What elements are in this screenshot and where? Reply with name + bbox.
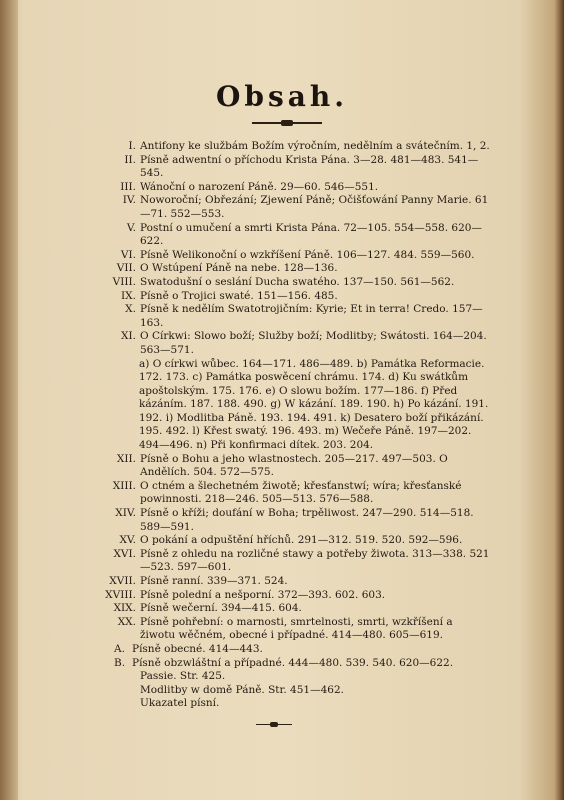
toc-entry: X. Písně k nedělím Swatotrojičním: Kyrie; Et in terra! Credo. 157—163.: [125, 303, 483, 329]
toc-entry: XVIII. Písně polední a nešporní. 372—393. 602. 603.: [105, 588, 386, 601]
toc-entry: IX. Písně o Trojici swaté. 151—156. 485.: [121, 289, 338, 302]
toc-entry: XI. O Církwi: Slowo boží; Služby boží; Modlitby; Swátosti. 164—204. 563—571.: [121, 330, 487, 356]
toc-entry: XX. Písně pohřební: o marnosti, smrtelnosti, smrti, wzkříšení a žiwotu wěčném, obecné i případné. 414—480. 605—619.: [117, 615, 453, 642]
page-title: Obsah.: [216, 80, 348, 113]
book-spine: [0, 0, 18, 800]
toc-subentry: A. Písně obecné. 414—443.: [114, 642, 263, 655]
toc-entry: XII. Písně o Bohu a jeho wlastnostech. 205—217. 497—503. O Andělích. 504. 572—575.: [116, 452, 448, 479]
toc-entry: XV. O pokání a odpuštění hříchů. 291—312. 519. 520. 592—596.: [119, 534, 463, 547]
toc-entry: XIII. O ctném a šlechetném žiwotě; křesťanstwí; wíra; křesťanské powinnosti. 218—246. 505—513. 576—588.: [112, 479, 462, 506]
toc-tail-modlitby: Modlitby w domě Páně. Str. 451—462.: [140, 683, 344, 696]
toc-tail-ukazatel: Ukazatel písní.: [140, 697, 220, 710]
title-ornament: [281, 120, 293, 126]
toc-entry: III. Wánoční o narození Páně. 29—60. 546—551.: [120, 180, 379, 193]
toc-entry: II. Písně adwentní o příchodu Krista Pána. 3—28. 481—483. 541—545.: [124, 153, 479, 180]
toc-entry: XVI. Písně z ohledu na rozličné stawy a potřeby žiwota. 313—338. 521—523. 597—601.: [113, 547, 490, 574]
toc-entry: I. Antifony ke službám Božím výročním, nedělním a svátečním. 1, 2.: [128, 140, 490, 152]
toc-entry: VII. O Wstúpení Páně na nebe. 128—136.: [116, 262, 338, 275]
toc-entry: VIII. Swatodušní o seslání Ducha swatého. 137—150. 561—562.: [112, 275, 455, 288]
table-of-contents: [60, 140, 490, 711]
toc-subentry: B. Písně obzwláštní a případné. 444—480. 539. 540. 620—622.: [114, 656, 454, 669]
toc-entry: XIX. Písně wečerní. 394—415. 604.: [113, 602, 302, 615]
toc-entry: V. Postní o umučení a smrti Krista Pána. 72—105. 554—558. 620—622.: [126, 221, 482, 248]
toc-entry: IV. Noworoční; Obřezání; Zjewení Páně; Očišťowání Panny Marie. 61—71. 552—553.: [122, 194, 489, 220]
toc-tail-passie: Passie. Str. 425.: [140, 670, 226, 683]
toc-entry: VI. Písně Welikonoční o wzkříšení Páně. 106—127. 484. 559—560.: [120, 248, 475, 261]
section-xi-details: a) O církwi wůbec. 164—171. 486—489. b) Památka Reformacie. 172. 173. c) Památka poswěcení chrámu. 174. d) Ku swátkům apoštolským. 175. 176. e) O slowu božím. 177—186. f) Před kázáním. 187. 188. 490. g) W kázání. 189. 190. h) Po kázání. 191. 192. i) Modlitba Páně. 193. 194. 491. k) Desatero boží přikázání. 195. 492. l) Křest swatý. 196. 493. m) Wečeře Páně. 197—202. 494—496. n) Při konfirmaci dítek. 203. 204.: [139, 357, 489, 452]
toc-entry: XIV. Písně o kříži; doufání w Boha; trpěliwost. 247—290. 514—518. 589—591.: [115, 507, 474, 533]
page-edge: [554, 0, 564, 800]
bottom-ornament: [270, 722, 278, 727]
toc-entry: XVII. Písně ranní. 339—371. 524.: [109, 575, 288, 587]
